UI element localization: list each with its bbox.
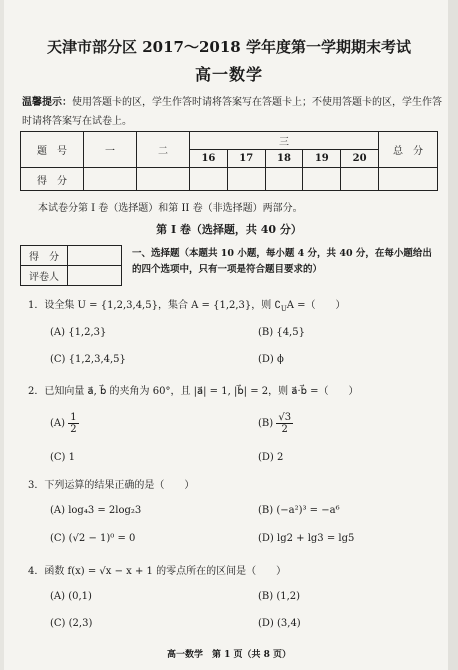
warm-tip-text: 使用答题卡的区，学生作答时请将答案写在答题卡上；不使用答题卡的区，学生作答时请将答案写在试卷上。: [22, 97, 442, 127]
score-cell: [227, 168, 265, 191]
exam-subtitle: 高一数学: [194, 65, 263, 84]
question-1-option-d: (D) ϕ: [258, 354, 284, 365]
section-instruction: 一、选择题（本题共 10 小题，每小题 4 分，共 40 分，在每小题给出的四个选项中，只有一项是符合题目要求的）: [132, 248, 432, 275]
score-table-sub-18: 18: [265, 150, 303, 168]
grader-name-cell: [68, 266, 122, 286]
question-4-stem: 4．函数 f(x) = √x − x + 1 的零点所在的区间是（ ）: [28, 566, 287, 577]
grader-score-cell: [68, 246, 122, 266]
score-table-sub-19: 19: [303, 150, 341, 168]
score-table-col-total: 总 分: [379, 132, 438, 168]
score-table-sub-17: 17: [227, 150, 265, 168]
question-1-stem: 1．设全集 U = {1,2,3,4,5}，集合 A = {1,2,3}，则 $∁_UA$ =（ ）: [28, 300, 346, 313]
grader-table-grader-label: 评卷人: [21, 266, 68, 286]
score-cell: [265, 168, 303, 191]
score-table-col-three: 三: [190, 132, 379, 150]
score-cell: [341, 168, 379, 191]
score-cell: [190, 168, 228, 191]
warm-tip-label: 温馨提示：: [22, 97, 72, 108]
grader-table: [20, 245, 122, 286]
score-cell: [379, 168, 438, 191]
score-table-score-label: 得 分: [21, 168, 84, 191]
score-cell: [303, 168, 341, 191]
fraction-sqrt3-over-2: $\frac{√3}{2}$: [278, 412, 292, 435]
question-3-option-c: (C) (√2 − 1)⁰ = 0: [50, 533, 136, 544]
score-table-sub-16: 16: [190, 150, 228, 168]
score-table-question-label: 题 号: [21, 132, 84, 168]
question-1-option-c: (C) {1,2,3,4,5}: [50, 354, 126, 365]
score-table-sub-20: 20: [341, 150, 379, 168]
question-2-option-b: (B) $\frac{√3}{2}$: [258, 412, 292, 435]
score-table: [20, 131, 438, 191]
question-2-option-c: (C) 1: [50, 452, 75, 463]
page-edge-shadow: [448, 0, 458, 670]
question-2-option-a: (A) $\frac{1}{2}$: [50, 412, 77, 435]
page-edge-shadow-left: [0, 0, 4, 670]
exam-title: 天津市部分区 2017～2018 学年度第一学期期末考试: [47, 38, 411, 56]
question-4-option-d: (D) (3,4): [258, 618, 301, 629]
page-footer: 高一数学 第 1 页（共 8 页）: [166, 650, 292, 660]
question-4-option-a: (A) (0,1): [50, 591, 92, 602]
score-cell: [137, 168, 190, 191]
question-3-option-b: (B) (−a²)³ = −a⁶: [258, 505, 340, 516]
question-1-option-a: (A) {1,2,3}: [50, 327, 107, 338]
exam-intro: 本试卷分第 I 卷（选择题）和第 II 卷（非选择题）两部分。: [38, 203, 303, 214]
section-one-title: 第 I 卷（选择题，共 40 分）: [156, 223, 302, 236]
question-4-option-c: (C) (2,3): [50, 618, 93, 629]
question-4-option-b: (B) (1,2): [258, 591, 301, 602]
question-3-stem: 3．下列运算的结果正确的是（ ）: [28, 480, 195, 491]
question-2-option-d: (D) 2: [258, 452, 284, 463]
question-2-stem: 2．已知向量 a⃗, b⃗ 的夹角为 60°，且 |a⃗| = 1, |b⃗| = 2，则 a⃗·b⃗ =（ ）: [28, 386, 359, 397]
score-table-col-two: 二: [137, 132, 190, 168]
grader-table-score-label: 得 分: [21, 246, 68, 266]
score-table-col-one: 一: [84, 132, 137, 168]
fraction-one-half: $\frac{1}{2}$: [70, 412, 77, 435]
score-cell: [84, 168, 137, 191]
warm-tip: [22, 93, 442, 131]
question-3-option-a: (A) log₄3 = 2log₂3: [50, 505, 142, 516]
question-3-option-d: (D) lg2 + lg3 = lg5: [258, 533, 355, 544]
question-1-option-b: (B) {4,5}: [258, 327, 305, 338]
